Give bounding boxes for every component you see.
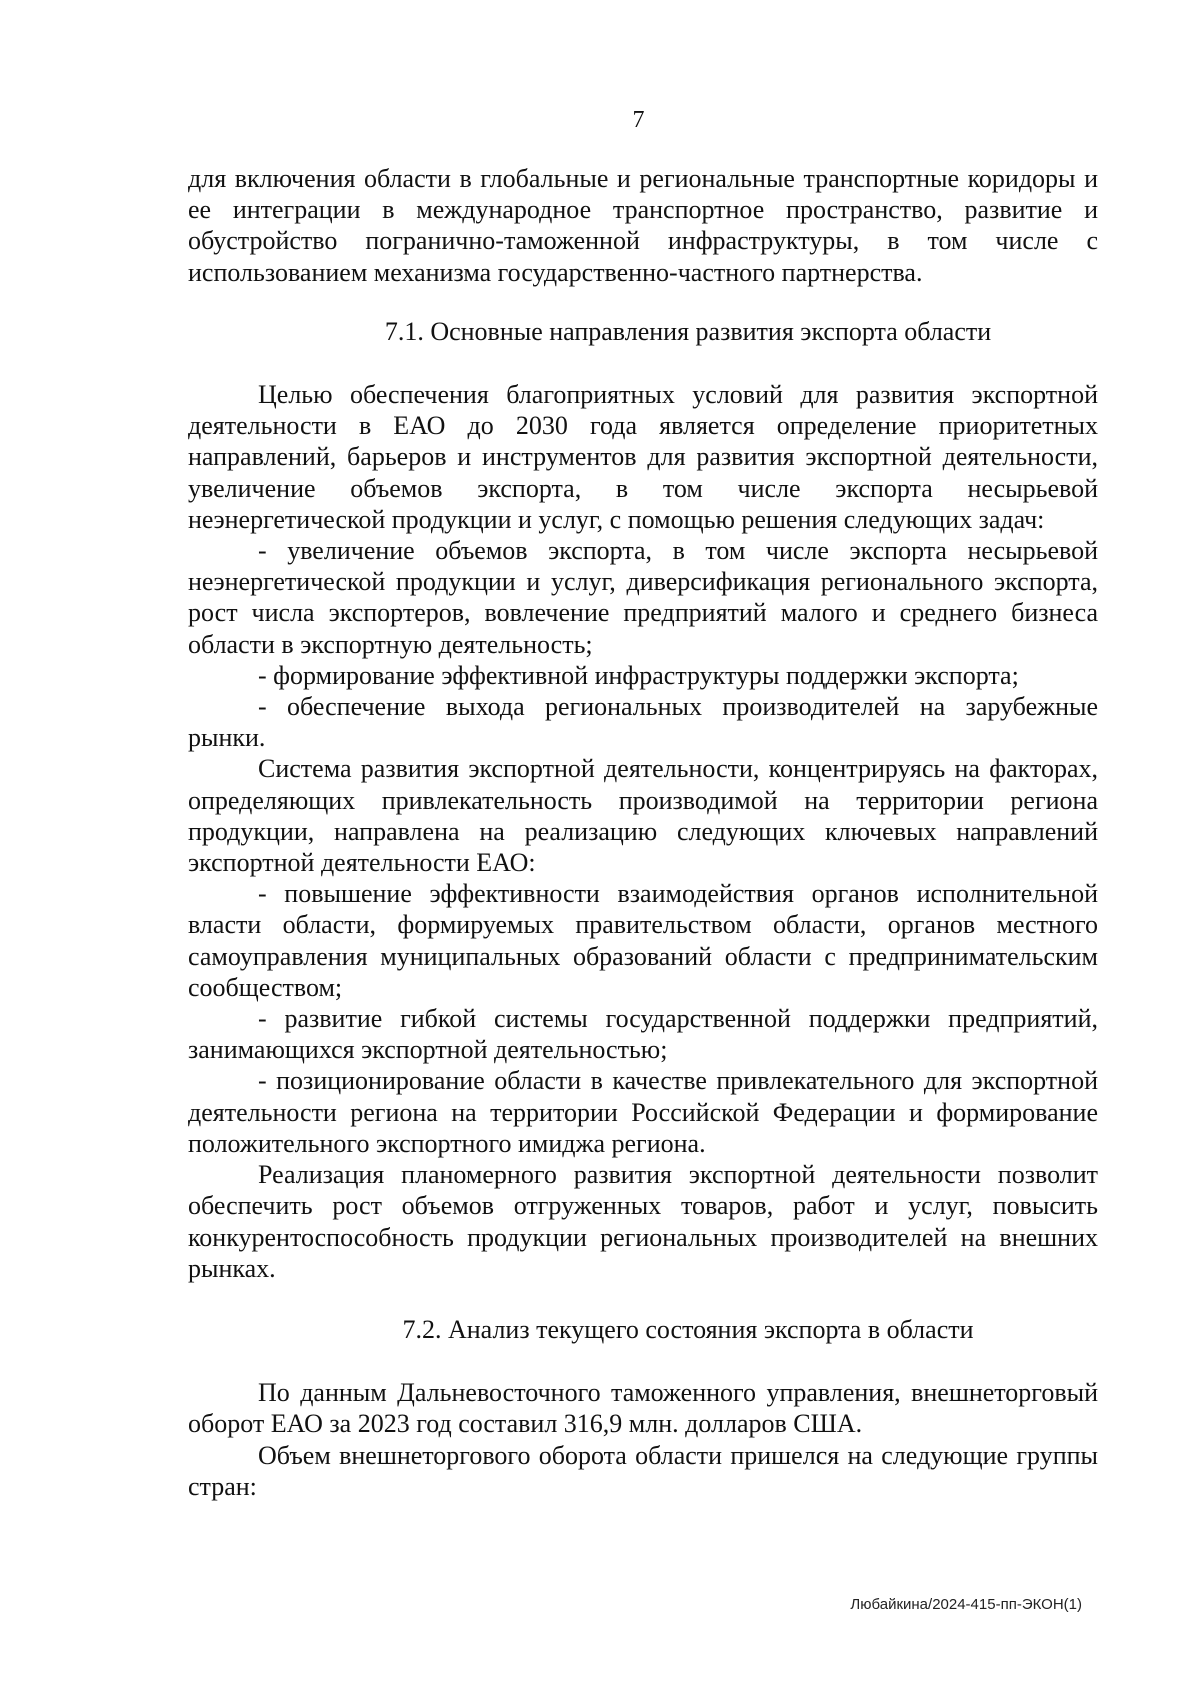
list-item: - увеличение объемов экспорта, в том числе экспорта несырьевой неэнергетической продукции и услуг, диверсификация регионального экспорта, рост числа экспортеров, вовлечение предприятий малого и среднего бизнеса области в экспортную деятельность;: [188, 536, 1098, 659]
list-item: - обеспечение выхода региональных производителей на зарубежные рынки.: [188, 692, 1098, 753]
paragraph: Реализация планомерного развития экспортной деятельности позволит обеспечить рост объемов отгруженных товаров, работ и услуг, повысить конкурентоспособность продукции региональных производителей на внешних рынках.: [188, 1160, 1098, 1283]
section-heading-7-2: 7.2. Анализ текущего состояния экспорта в области: [402, 1314, 974, 1344]
paragraph: По данным Дальневосточного таможенного управления, внешнеторговый оборот ЕАО за 2023 год составил 316,9 млн. долларов США.: [188, 1378, 1098, 1439]
document-id-footer: Любайкина/2024-415-пп-ЭКОН(1): [850, 1596, 1082, 1613]
section-heading-7-1: 7.1. Основные направления развития экспорта области: [384, 316, 992, 346]
list-item: - развитие гибкой системы государственной поддержки предприятий, занимающихся экспортной деятельностью;: [188, 1004, 1098, 1065]
list-item: - формирование эффективной инфраструктуры поддержки экспорта;: [258, 660, 1019, 690]
intro-paragraph: для включения области в глобальные и региональные транспортные коридоры и ее интеграции в международное транспортное пространство, развитие и обустройство погранично-таможенной инфраструктуры, в том числе с использованием механизма государственно-частного партнерства.: [188, 164, 1098, 287]
paragraph: Объем внешнеторгового оборота области пришелся на следующие группы стран:: [188, 1440, 1098, 1501]
paragraph: Система развития экспортной деятельности, концентрируясь на факторах, определяющих привлекательность производимой на территории региона продукции, направлена на реализацию следующих ключевых направлений экспортной деятельности ЕАО:: [188, 754, 1098, 878]
paragraph: Целью обеспечения благоприятных условий для развития экспортной деятельности в ЕАО до 2030 года является определение приоритетных направлений, барьеров и инструментов для развития экспортной деятельности, увеличение объемов экспорта, в том числе экспорта несырьевой неэнергетической продукции и услуг, с помощью решения следующих задач:: [188, 380, 1098, 534]
document-body: [188, 163, 1098, 1502]
list-item: - позиционирование области в качестве привлекательного для экспортной деятельности региона на территории Российской Федерации и формирование положительного экспортного имиджа региона.: [188, 1066, 1098, 1158]
list-item: - повышение эффективности взаимодействия органов исполнительной власти области, формируемых правительством области, органов местного самоуправления муниципальных образований области с предпринимательским сообществом;: [188, 879, 1098, 1002]
page-number: 7: [632, 107, 645, 133]
